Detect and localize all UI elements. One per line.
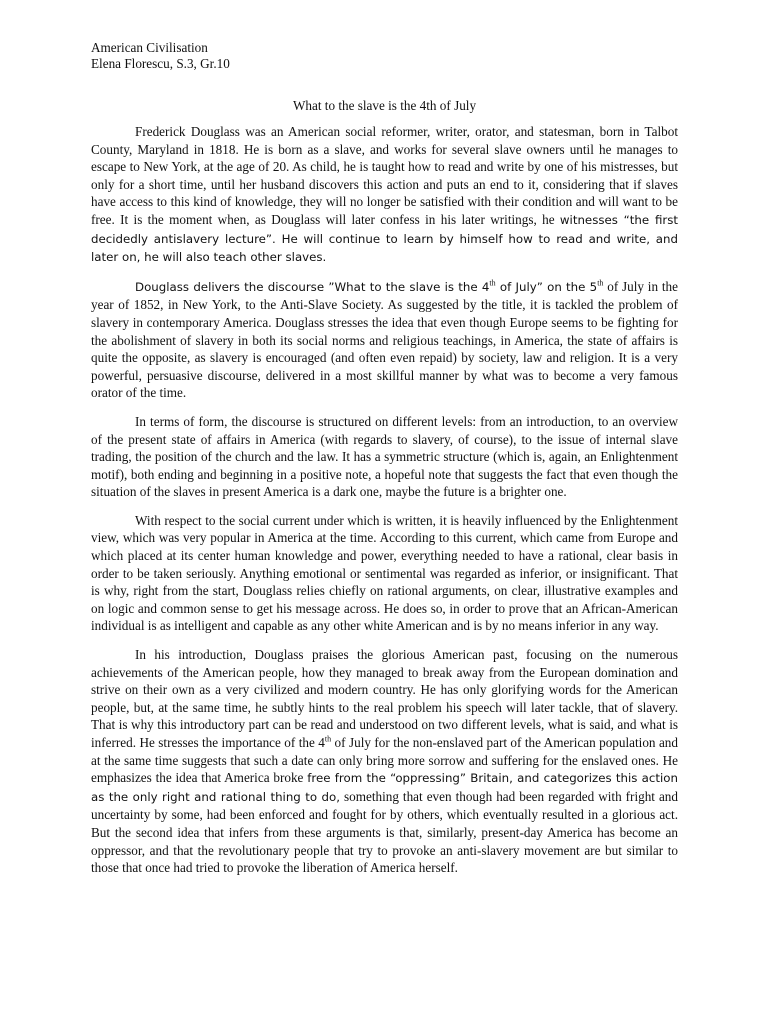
paragraph-2-sup-1: th	[489, 278, 496, 288]
paragraph-2-text-c: of July in the year of 1852, in New York, to the Anti-Slave Society. As suggested by the title, it is tackled the problem of slavery in contemporary America. Douglass stresses the idea that even though Europe seems to be fighting for the abolishment of slavery in both its social norms and religious teachings, in America, the state of affairs is quite the opposite, as slavery is encouraged (and often even repaid) by society, law and religion. It is a very powerful, persuasive discourse, delivered in a most skillful manner by what was to become a very famous orator of the time.	[91, 278, 678, 401]
paragraph-5	[91, 646, 678, 877]
paragraph-1-text-b: witnesses “the first decidedly antislavery lecture”. He will continue to learn by himself how to read and write, and later on, he will also teach other slaves.	[91, 212, 679, 265]
course-name: American Civilisation	[91, 40, 208, 55]
paragraph-2	[91, 278, 678, 402]
paragraph-5-text-d: something that even though had been regarded with fright and uncertainty by some, had been enforced and fought for by others, which eventually resulted in a glorious act. But the second idea that infers from these arguments is that, similarly, present-day America has become an oppressor, and that the revolutionary people that try to provoke an anti-slavery movement are but similar to those that once had tried to provoke the liberation of America herself.	[91, 788, 678, 876]
paragraph-2-sup-2: th	[597, 278, 604, 288]
paragraph-1	[91, 123, 678, 267]
paragraph-5-sup: th	[324, 734, 332, 744]
document-title: What to the slave is the 4th of July	[292, 98, 477, 113]
author-line: Elena Florescu, S.3, Gr.10	[91, 56, 230, 71]
paragraph-1-text-a: Frederick Douglass was an American social reformer, writer, orator, and statesman, born in Talbot County, Maryland in 1818. He is born as a slave, and works for several slave owners until he manages to escape to New York, at the age of 20. As child, he is taught how to read and write by one of his mistresses, but only for a short time, until her husband discovers this action and puts an end to it, considering that if slaves have access to this kind of knowledge, they will no longer be satisfied with their condition and will want to be free. It is the moment when, as Douglass will later confess in his later writings, he	[91, 124, 678, 227]
paragraph-2-text-a: Douglass delivers the discourse ”What to the slave is the 4	[135, 279, 490, 294]
paragraph-5-text-b: of July for the non-enslaved part of the American population and at the same time suggests that such a date can only bring more sorrow and suffering for the enslaved ones. He emphasizes the idea that America broke	[91, 735, 678, 786]
paragraph-5-text-a: In his introduction, Douglass praises the glorious American past, focusing on the numerous achievements of the American people, how they managed to break away from the European domination and strive on their own as a very civilized and modern country. He has only glorifying words for the American people, but, at the same time, he subtly hints to the real problem his speech will later tackle, that of slavery. That is why this introductory part can be read and understood on two different levels, what is said, and what is inferred. He stresses the importance of the 4	[91, 647, 678, 750]
paragraph-2-text-b: of July” on the 5	[495, 279, 598, 294]
paragraph-4: With respect to the social current under which is written, it is heavily influenced by the Enlightenment view, which was very popular in America at the time. According to this current, which came from Europe and which placed at its center human knowledge and power, everything needed to have a rational, clear basis in order to be taken seriously. Anything emotional or sentimental was regarded as inferior, or insignificant. That is why, right from the start, Douglass relies chiefly on rational arguments, on clear, illustrative examples and on logic and common sense to get his message across. He does so, in order to prove that an African-American individual is as intelligent and capable as any other white American and is by no means inferior in any way.	[91, 512, 678, 634]
paragraph-5-text-c: free from the “oppressing” Britain, and categorizes this action as the only right and rational thing to do,	[91, 771, 678, 804]
paragraph-3: In terms of form, the discourse is structured on different levels: from an introduction, to an overview of the present state of affairs in America (with regards to slavery, of course), to the issue of internal slave trading, the position of the church and the law. It has a symmetric structure (which is, again, an Enlightenment motif), both ending and beginning in a positive note, a hopeful note that suggests the fact that even though the situation of the slaves in present America is a dark one, maybe the future is a brighter one.	[91, 413, 678, 500]
